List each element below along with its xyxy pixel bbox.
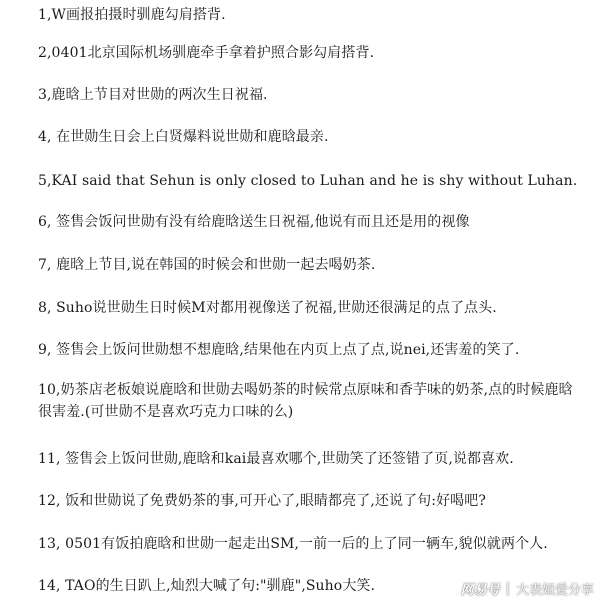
list-item-3: 3,鹿晗上节目对世勋的两次生日祝福. — [38, 87, 268, 103]
list-item-1: 1,W画报拍摄时驯鹿勾肩搭背. — [38, 7, 226, 23]
list-item-9: 9, 签售会上饭问世勋想不想鹿晗,结果他在内页上点了点,说nei,还害羞的笑了. — [38, 342, 520, 358]
list-item-8: 8, Suho说世勋生日时候M对都用视像送了祝福,世勋还很满足的点了点头. — [38, 300, 497, 316]
list-item-5: 5,KAI said that Sehun is only closed to Luhan and he is shy without Luhan. — [38, 173, 578, 189]
list-item-12: 12, 饭和世勋说了免费奶茶的事,可开心了,眼睛都亮了,还说了句:好喝吧? — [38, 493, 486, 509]
watermark — [461, 579, 594, 598]
list-item-6: 6, 签售会饭问世勋有没有给鹿晗送生日祝福,他说有而且还是用的视像 — [38, 214, 470, 230]
list-item-14: 14, TAO的生日趴上,灿烈大喊了句:"驯鹿",Suho大笑. — [38, 578, 376, 594]
watermark-account: 大表姐爱分享 — [515, 583, 594, 598]
list-item-11: 11, 签售会上饭问世勋,鹿晗和kai最喜欢哪个,世勋笑了还签错了页,说都喜欢. — [38, 451, 514, 467]
watermark-separator: | — [505, 581, 510, 596]
list-item-10: 10,奶茶店老板娘说鹿晗和世勋去喝奶茶的时候常点原味和香芋味的奶茶,点的时候鹿晗很害羞.(可世勋不是喜欢巧克力口味的么) — [38, 382, 573, 420]
list-item-13: 13, 0501有饭拍鹿晗和世勋一起走出SM,一前一后的上了同一辆车,貌似就两个人. — [38, 536, 548, 552]
list-item-2: 2,0401北京国际机场驯鹿牵手拿着护照合影勾肩搭背. — [38, 45, 375, 61]
watermark-brand: 网易号 — [460, 583, 500, 598]
list-item-4: 4, 在世勋生日会上白贤爆料说世勋和鹿晗最亲. — [38, 129, 329, 145]
list-item-7: 7, 鹿晗上节目,说在韩国的时候会和世勋一起去喝奶茶. — [38, 257, 376, 273]
